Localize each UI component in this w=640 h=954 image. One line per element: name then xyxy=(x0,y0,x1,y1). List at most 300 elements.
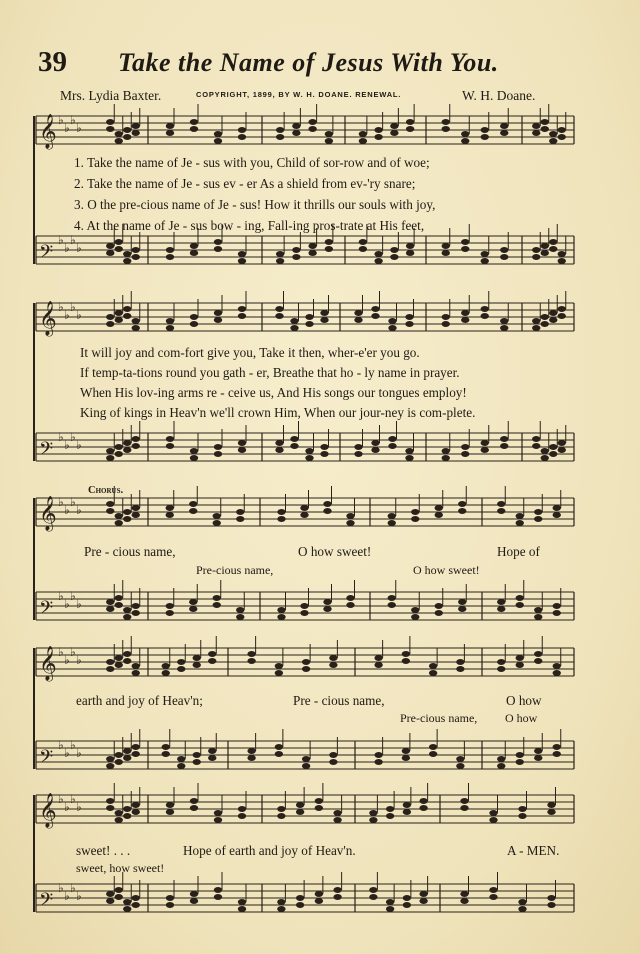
note-head xyxy=(359,138,367,144)
note-head xyxy=(132,443,140,449)
note-head xyxy=(541,243,549,249)
note-head xyxy=(166,809,174,815)
note-head xyxy=(532,443,540,449)
note-head xyxy=(500,325,508,331)
chorus-2-bass-a: Pre-cious name, xyxy=(400,711,478,725)
note-head xyxy=(429,663,437,669)
note-head xyxy=(213,513,221,519)
note-head xyxy=(481,134,489,140)
note-head xyxy=(518,813,526,819)
treble-clef: 𝄞 xyxy=(39,301,57,336)
note-head xyxy=(305,321,313,327)
chorus-label: Chorus. xyxy=(88,485,124,496)
note-head xyxy=(123,651,131,657)
flat-sign: ♭ xyxy=(58,792,64,806)
note-head xyxy=(359,239,367,245)
note-head xyxy=(106,898,114,904)
note-head xyxy=(177,659,185,665)
note-head xyxy=(166,325,174,331)
note-head xyxy=(429,670,437,676)
chorus-2-sop-b: Pre - cious name, xyxy=(293,693,385,708)
note-head xyxy=(208,755,216,761)
note-head xyxy=(419,891,427,897)
note-head xyxy=(497,666,505,672)
note-head xyxy=(386,906,394,912)
note-head xyxy=(558,251,566,257)
note-head xyxy=(166,895,174,901)
note-head xyxy=(115,246,123,252)
note-head xyxy=(190,448,198,454)
note-head xyxy=(115,759,123,765)
note-head xyxy=(106,606,114,612)
note-head xyxy=(497,763,505,769)
note-head xyxy=(247,651,255,657)
note-head xyxy=(213,602,221,608)
note-head xyxy=(123,614,131,620)
note-head xyxy=(214,444,222,450)
note-head xyxy=(532,436,540,442)
note-head xyxy=(532,130,540,136)
note-head xyxy=(333,887,341,893)
note-head xyxy=(403,802,411,808)
flat-sign: ♭ xyxy=(64,503,70,517)
chorus-1-sop-a: Pre - cious name, xyxy=(84,544,176,559)
note-head xyxy=(300,610,308,616)
flat-sign: ♭ xyxy=(70,430,76,444)
note-head xyxy=(193,655,201,661)
note-head xyxy=(123,899,131,905)
note-head xyxy=(411,614,419,620)
note-head xyxy=(390,130,398,136)
note-head xyxy=(429,744,437,750)
note-head xyxy=(390,123,398,129)
note-head xyxy=(247,658,255,664)
note-head xyxy=(166,254,174,260)
note-head xyxy=(497,508,505,514)
bass-clef: 𝄢 xyxy=(39,747,54,772)
note-head xyxy=(320,444,328,450)
note-head xyxy=(106,119,114,125)
note-head xyxy=(106,798,114,804)
note-head xyxy=(123,755,131,761)
flat-sign: ♭ xyxy=(58,430,64,444)
note-head xyxy=(460,805,468,811)
note-head xyxy=(489,817,497,823)
note-head xyxy=(132,254,140,260)
note-head xyxy=(558,313,566,319)
bass-clef: 𝄢 xyxy=(39,890,54,915)
flat-sign: ♭ xyxy=(70,738,76,752)
note-head xyxy=(374,655,382,661)
note-head xyxy=(315,798,323,804)
note-head xyxy=(132,670,140,676)
note-head xyxy=(190,805,198,811)
note-head xyxy=(371,306,379,312)
note-head xyxy=(532,325,540,331)
note-head xyxy=(236,516,244,522)
note-head xyxy=(497,599,505,605)
note-head xyxy=(325,239,333,245)
note-head xyxy=(115,310,123,316)
note-head xyxy=(132,603,140,609)
note-head xyxy=(435,505,443,511)
note-head xyxy=(115,317,123,323)
note-head xyxy=(500,254,508,260)
verse-4-line-b: King of kings in Heav'n we'll crown Him, When our jour-ney is com-plete. xyxy=(80,405,476,420)
note-head xyxy=(346,595,354,601)
note-head xyxy=(435,512,443,518)
note-head xyxy=(296,802,304,808)
note-head xyxy=(500,130,508,136)
note-head xyxy=(518,899,526,905)
flat-sign: ♭ xyxy=(58,589,64,603)
note-head xyxy=(402,755,410,761)
note-head xyxy=(106,250,114,256)
flat-sign: ♭ xyxy=(70,233,76,247)
note-head xyxy=(277,607,285,613)
note-head xyxy=(193,759,201,765)
note-head xyxy=(435,610,443,616)
flat-sign: ♭ xyxy=(70,495,76,509)
note-head xyxy=(106,455,114,461)
note-head xyxy=(238,813,246,819)
flat-sign: ♭ xyxy=(70,881,76,895)
note-head xyxy=(275,670,283,676)
flat-sign: ♭ xyxy=(76,241,82,255)
note-head xyxy=(329,759,337,765)
note-head xyxy=(162,670,170,676)
note-head xyxy=(166,247,174,253)
note-head xyxy=(534,755,542,761)
note-head xyxy=(461,246,469,252)
note-head xyxy=(325,138,333,144)
note-head xyxy=(403,895,411,901)
note-head xyxy=(518,806,526,812)
note-head xyxy=(123,127,131,133)
note-head xyxy=(388,325,396,331)
note-head xyxy=(236,509,244,515)
note-head xyxy=(292,130,300,136)
flat-sign: ♭ xyxy=(76,800,82,814)
note-head xyxy=(115,444,123,450)
note-head xyxy=(276,134,284,140)
note-head xyxy=(497,501,505,507)
note-head xyxy=(516,513,524,519)
note-head xyxy=(106,763,114,769)
note-head xyxy=(547,802,555,808)
note-head xyxy=(190,798,198,804)
note-head xyxy=(166,610,174,616)
note-head xyxy=(132,663,140,669)
note-head xyxy=(460,898,468,904)
note-head xyxy=(390,247,398,253)
note-head xyxy=(374,134,382,140)
note-head xyxy=(553,610,561,616)
note-head xyxy=(323,599,331,605)
note-head xyxy=(190,243,198,249)
note-head xyxy=(123,806,131,812)
note-head xyxy=(553,603,561,609)
note-head xyxy=(166,130,174,136)
chorus-3-bass-a: sweet, how sweet! xyxy=(76,861,165,875)
note-head xyxy=(323,508,331,514)
note-head xyxy=(516,520,524,526)
note-head xyxy=(275,744,283,750)
note-head xyxy=(106,666,114,672)
note-head xyxy=(275,751,283,757)
hymn-title: Take the Name of Jesus With You. xyxy=(118,48,499,77)
note-head xyxy=(123,906,131,912)
note-head xyxy=(296,902,304,908)
note-head xyxy=(238,258,246,264)
note-head xyxy=(549,451,557,457)
note-head xyxy=(460,891,468,897)
note-head xyxy=(276,251,284,257)
note-head xyxy=(405,455,413,461)
treble-clef: 𝄞 xyxy=(39,114,57,149)
note-head xyxy=(541,126,549,132)
note-head xyxy=(132,505,140,511)
note-head xyxy=(411,509,419,515)
note-head xyxy=(549,444,557,450)
treble-clef: 𝄞 xyxy=(39,793,57,828)
note-head xyxy=(419,898,427,904)
flat-sign: ♭ xyxy=(58,881,64,895)
note-head xyxy=(442,455,450,461)
flat-sign: ♭ xyxy=(76,438,82,452)
note-head xyxy=(292,123,300,129)
note-head xyxy=(429,751,437,757)
note-head xyxy=(406,119,414,125)
note-head xyxy=(402,651,410,657)
note-head xyxy=(403,809,411,815)
note-head xyxy=(296,895,304,901)
flat-sign: ♭ xyxy=(70,792,76,806)
note-head xyxy=(305,314,313,320)
note-head xyxy=(402,658,410,664)
note-head xyxy=(177,756,185,762)
note-head xyxy=(214,894,222,900)
note-head xyxy=(461,239,469,245)
note-head xyxy=(500,436,508,442)
note-head xyxy=(461,138,469,144)
note-head xyxy=(214,887,222,893)
note-head xyxy=(388,520,396,526)
composer: W. H. Doane. xyxy=(462,88,536,103)
note-head xyxy=(106,805,114,811)
note-head xyxy=(123,440,131,446)
note-head xyxy=(292,254,300,260)
note-head xyxy=(238,899,246,905)
note-head xyxy=(481,313,489,319)
note-head xyxy=(371,313,379,319)
verse-4-line-a: 4. At the name of Je - sus bow - ing, Fall-ing pros-trate at His feet, xyxy=(74,218,425,233)
note-head xyxy=(371,447,379,453)
note-head xyxy=(166,505,174,511)
note-head xyxy=(388,595,396,601)
flat-sign: ♭ xyxy=(76,889,82,903)
note-head xyxy=(308,126,316,132)
note-head xyxy=(346,602,354,608)
note-head xyxy=(132,809,140,815)
flat-sign: ♭ xyxy=(70,113,76,127)
note-head xyxy=(275,447,283,453)
note-head xyxy=(106,891,114,897)
note-head xyxy=(558,258,566,264)
note-head xyxy=(115,520,123,526)
note-head xyxy=(106,501,114,507)
note-head xyxy=(275,306,283,312)
note-head xyxy=(238,440,246,446)
verse-2-line-a: 2. Take the name of Je - sus ev - er As a shield from ev-'ry snare; xyxy=(74,176,416,191)
note-head xyxy=(406,250,414,256)
note-head xyxy=(386,899,394,905)
note-head xyxy=(442,314,450,320)
note-head xyxy=(500,123,508,129)
note-head xyxy=(193,662,201,668)
note-head xyxy=(402,748,410,754)
note-head xyxy=(190,898,198,904)
flat-sign: ♭ xyxy=(58,300,64,314)
note-head xyxy=(123,447,131,453)
chorus-2-sop-c: O how xyxy=(506,693,542,708)
note-head xyxy=(547,809,555,815)
note-head xyxy=(481,127,489,133)
note-head xyxy=(106,243,114,249)
note-head xyxy=(132,610,140,616)
note-head xyxy=(516,752,524,758)
note-head xyxy=(315,805,323,811)
note-head xyxy=(238,447,246,453)
note-head xyxy=(458,508,466,514)
note-head xyxy=(442,119,450,125)
flat-sign: ♭ xyxy=(76,597,82,611)
note-head xyxy=(177,666,185,672)
note-head xyxy=(386,806,394,812)
note-head xyxy=(549,317,557,323)
note-head xyxy=(189,508,197,514)
note-head xyxy=(208,748,216,754)
note-head xyxy=(308,250,316,256)
note-head xyxy=(290,325,298,331)
note-head xyxy=(277,509,285,515)
note-head xyxy=(300,603,308,609)
note-head xyxy=(132,744,140,750)
note-head xyxy=(236,607,244,613)
note-head xyxy=(277,614,285,620)
note-head xyxy=(558,440,566,446)
note-head xyxy=(323,606,331,612)
verse-1-line-b: It will joy and com-fort give you, Take it then, wher-e'er you go. xyxy=(80,345,420,360)
note-head xyxy=(166,603,174,609)
note-head xyxy=(405,321,413,327)
note-head xyxy=(419,798,427,804)
note-head xyxy=(333,810,341,816)
flat-sign: ♭ xyxy=(64,308,70,322)
note-head xyxy=(238,313,246,319)
note-head xyxy=(541,250,549,256)
note-head xyxy=(460,798,468,804)
flat-sign: ♭ xyxy=(58,645,64,659)
note-head xyxy=(238,127,246,133)
note-head xyxy=(403,902,411,908)
note-head xyxy=(333,894,341,900)
flat-sign: ♭ xyxy=(58,738,64,752)
note-head xyxy=(238,306,246,312)
note-head xyxy=(290,436,298,442)
note-head xyxy=(190,119,198,125)
note-head xyxy=(302,666,310,672)
note-head xyxy=(500,443,508,449)
note-head xyxy=(189,599,197,605)
note-head xyxy=(442,250,450,256)
note-head xyxy=(236,614,244,620)
note-head xyxy=(553,751,561,757)
note-head xyxy=(534,607,542,613)
note-head xyxy=(214,810,222,816)
note-head xyxy=(162,663,170,669)
note-head xyxy=(238,806,246,812)
note-head xyxy=(547,895,555,901)
note-head xyxy=(123,306,131,312)
note-head xyxy=(320,451,328,457)
note-head xyxy=(190,455,198,461)
note-head xyxy=(461,444,469,450)
flat-sign: ♭ xyxy=(76,503,82,517)
note-head xyxy=(123,313,131,319)
note-head xyxy=(406,243,414,249)
note-head xyxy=(123,607,131,613)
note-head xyxy=(461,310,469,316)
note-head xyxy=(115,239,123,245)
note-head xyxy=(534,748,542,754)
verse-3-line-b: When His lov-ing arms re - ceive us, And His songs our tongues employ! xyxy=(80,385,467,400)
note-head xyxy=(369,894,377,900)
note-head xyxy=(346,513,354,519)
note-head xyxy=(214,239,222,245)
chorus-2-bass-b: O how xyxy=(505,711,538,725)
flat-sign: ♭ xyxy=(76,308,82,322)
note-head xyxy=(123,134,131,140)
note-head xyxy=(190,126,198,132)
note-head xyxy=(406,126,414,132)
note-head xyxy=(305,448,313,454)
note-head xyxy=(547,902,555,908)
copyright-notice: COPYRIGHT, 1899, BY W. H. DOANE. RENEWAL. xyxy=(196,90,402,99)
note-head xyxy=(516,602,524,608)
note-head xyxy=(354,317,362,323)
note-head xyxy=(388,318,396,324)
note-head xyxy=(190,250,198,256)
note-head xyxy=(388,513,396,519)
flat-sign: ♭ xyxy=(64,438,70,452)
note-head xyxy=(238,251,246,257)
note-head xyxy=(329,662,337,668)
note-head xyxy=(193,752,201,758)
note-head xyxy=(208,651,216,657)
note-head xyxy=(115,131,123,137)
note-head xyxy=(277,899,285,905)
note-head xyxy=(458,501,466,507)
verse-3-line-a: 3. O the pre-cious name of Je - sus! How it thrills our souls with joy, xyxy=(74,197,436,212)
note-head xyxy=(549,131,557,137)
flat-sign: ♭ xyxy=(58,113,64,127)
flat-sign: ♭ xyxy=(70,645,76,659)
note-head xyxy=(374,127,382,133)
note-head xyxy=(553,744,561,750)
note-head xyxy=(238,134,246,140)
note-head xyxy=(516,655,524,661)
